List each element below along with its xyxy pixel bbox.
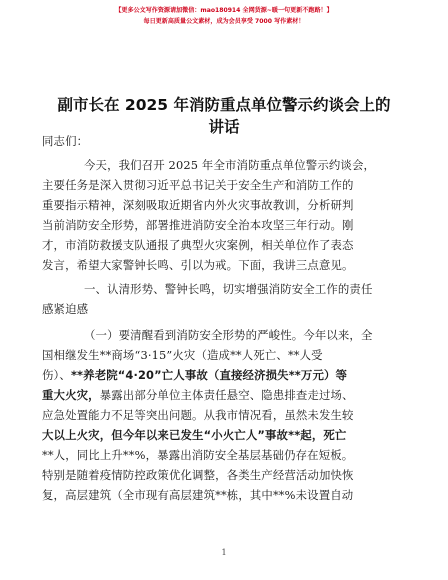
promo-banner-line-1: 【更多公文写作资源请加微信：mao180914 全网货源~暖一句更新不跑路！】 (115, 7, 333, 14)
paragraph-2-line-5: 应急处置能力不足等突出问题。从我市情况看，虽然未发生较 (42, 408, 354, 422)
section-1-heading-line-1: 一、认清形势、警钟长鸣，切实增强消防安全工作的责任 (84, 282, 373, 296)
greeting: 同志们： (42, 134, 89, 148)
bold-text-span: **养老院“4·20”亡人事故（直接经济损失**万元）等 (70, 368, 348, 382)
paragraph-2-line-4 (42, 388, 354, 402)
paragraph-2-line-3 (42, 368, 347, 382)
paragraph-1-line-3: 重要指示精神，深刻吸取近期省内外火灾事故教训，分析研判 (42, 198, 354, 212)
bold-text-span: 重大火灾， (42, 388, 100, 402)
paragraph-2-line-9: 复，高层建筑（全市现有高层建筑**栋，其中**%未设置自动 (42, 488, 354, 502)
paragraph-2-line-2: 国相继发生**商场“3·15”火灾（造成**人死亡、**人受 (42, 348, 323, 362)
paragraph-2-line-6 (42, 428, 346, 442)
title-line-2: 讲话 (208, 118, 240, 136)
section-1-heading-line-2: 感紧迫感 (42, 302, 89, 316)
paragraph-1-line-1: 今天，我们召开 2025 年全市消防重点单位警示约谈会， (84, 158, 376, 172)
paragraph-1-line-2: 主要任务是深入贯彻习近平总书记关于安全生产和消防工作的 (42, 178, 354, 192)
page-number: 1 (221, 548, 227, 557)
bold-text-span: 但今年以来已发生“小火亡人”事故**起，死亡 (111, 428, 347, 442)
paragraph-2-line-7: **人，同比上升**%，暴露出消防安全基层基础仍存在短板。 (42, 448, 354, 462)
text-span: 暴露出部分单位主体责任悬空、隐患排查走过场、 (99, 388, 354, 402)
text-span: 伤）、 (42, 368, 71, 382)
paragraph-2-line-1: （一）要清醒看到消防安全形势的严峻性。今年以来，全 (84, 328, 373, 342)
title-line-1: 副市长在 2025 年消防重点单位警示约谈会上的 (57, 96, 391, 114)
paragraph-1-line-6: 发言，希望大家警钟长鸣、引以为戒。下面，我讲三点意见。 (42, 258, 354, 272)
paragraph-2-line-8: 特别是随着疫情防控政策优化调整，各类生产经营活动加快恢 (42, 468, 354, 482)
paragraph-1-line-4: 当前消防安全形势，部署推进消防安全治本攻坚三年行动。刚 (42, 218, 354, 232)
document-title (40, 94, 408, 138)
bold-text-span: 大以上火灾， (42, 428, 112, 442)
promo-banner-line-2: 每日更新高质量公文素材，成为会员享受 7000 写作素材！ (143, 18, 305, 25)
paragraph-1-line-5: 才，市消防救援支队通报了典型火灾案例，相关单位作了表态 (42, 238, 354, 252)
